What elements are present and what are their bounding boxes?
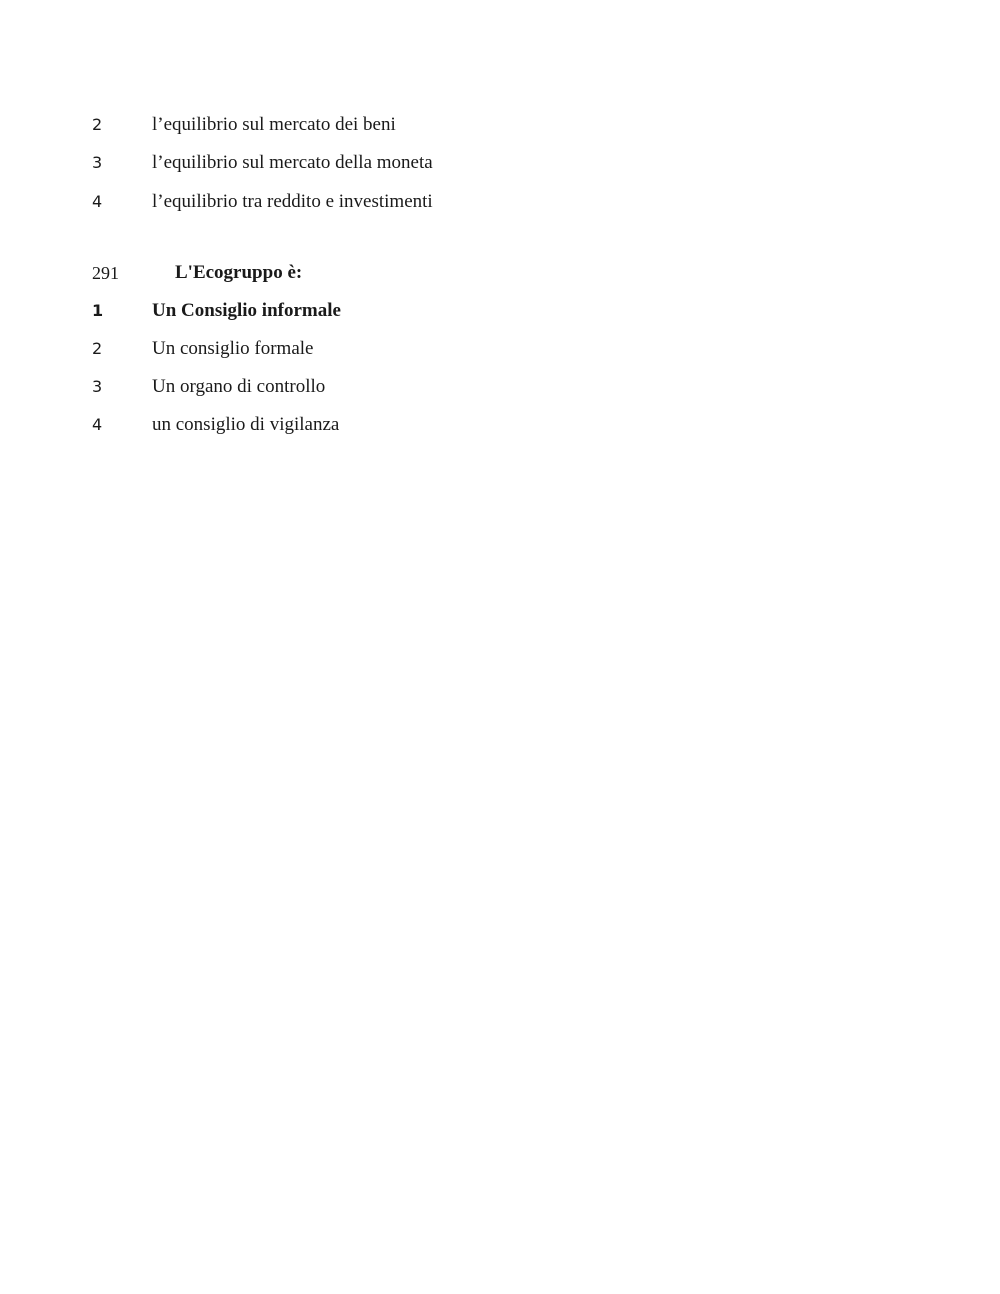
answer-number: 3 <box>92 377 103 396</box>
answer-text: l’equilibrio tra reddito e investimenti <box>152 191 433 212</box>
answer-text: Un Consiglio informale <box>152 300 341 321</box>
answer-number: 1 <box>92 301 104 320</box>
answer-number: 3 <box>92 153 103 172</box>
answer-text: Un consiglio formale <box>152 338 314 359</box>
answer-number: 2 <box>92 115 103 134</box>
question-text: L'Ecogruppo è: <box>175 262 303 283</box>
answer-number: 4 <box>92 415 103 434</box>
answer-number: 4 <box>92 192 103 211</box>
answer-text: un consiglio di vigilanza <box>152 414 340 435</box>
answer-number: 2 <box>92 339 103 358</box>
answer-text: l’equilibrio sul mercato dei beni <box>152 114 396 135</box>
question-number: 291 <box>92 263 119 283</box>
answer-text: l’equilibrio sul mercato della moneta <box>152 152 433 173</box>
answer-text: Un organo di controllo <box>152 376 326 397</box>
